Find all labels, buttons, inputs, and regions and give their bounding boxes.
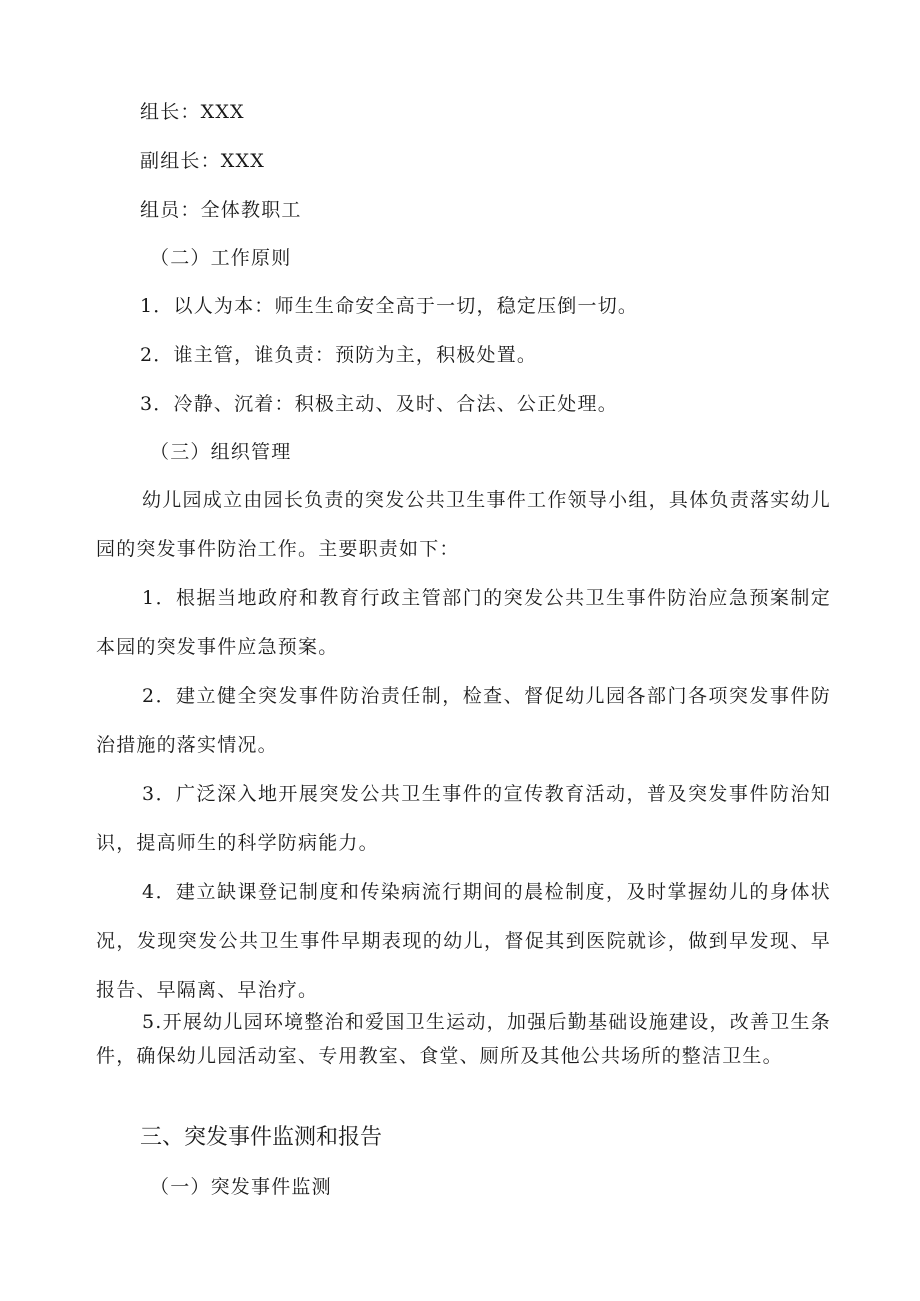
duty-3: 3．广泛深入地开展突发公共卫生事件的宣传教育活动，普及突发事件防治知识，提高师生的科学防病能力。 [96, 783, 831, 854]
group-leader: 组长：XXX [140, 101, 245, 123]
principle-1: 1．以人为本：师生生命安全高于一切，稳定压倒一切。 [140, 295, 639, 317]
duty-1: 1．根据当地政府和教育行政主管部门的突发公共卫生事件防治应急预案制定本园的突发事件应急预案。 [96, 587, 831, 658]
group-members: 组员：全体教职工 [140, 199, 302, 221]
section-3-title: （三）组织管理 [150, 441, 292, 463]
principle-2: 2．谁主管，谁负责：预防为主，积极处置。 [140, 344, 538, 366]
section-2-title: （二）工作原则 [150, 247, 292, 269]
principle-3: 3．冷静、沉着：积极主动、及时、合法、公正处理。 [140, 393, 618, 415]
section-3-intro: 幼儿园成立由园长负责的突发公共卫生事件工作领导小组，具体负责落实幼儿园的突发事件防治工作。主要职责如下： [96, 489, 831, 560]
deputy-group-leader: 副组长：XXX [140, 150, 265, 172]
duty-2: 2．建立健全突发事件防治责任制，检查、督促幼儿园各部门各项突发事件防治措施的落实情况。 [96, 685, 831, 756]
duty-5: 5.开展幼儿园环境整治和爱国卫生运动，加强后勤基础设施建设，改善卫生条件，确保幼儿园活动室、专用教室、食堂、厕所及其他公共场所的整洁卫生。 [96, 1011, 831, 1067]
chapter-3-subheading-1: （一）突发事件监测 [150, 1176, 332, 1198]
chapter-3-heading: 三、突发事件监测和报告 [140, 1125, 383, 1150]
duty-4: 4．建立缺课登记制度和传染病流行期间的晨检制度，及时掌握幼儿的身体状况，发现突发公共卫生事件早期表现的幼儿，督促其到医院就诊，做到早发现、早报告、早隔离、早治疗。 [96, 881, 831, 1001]
